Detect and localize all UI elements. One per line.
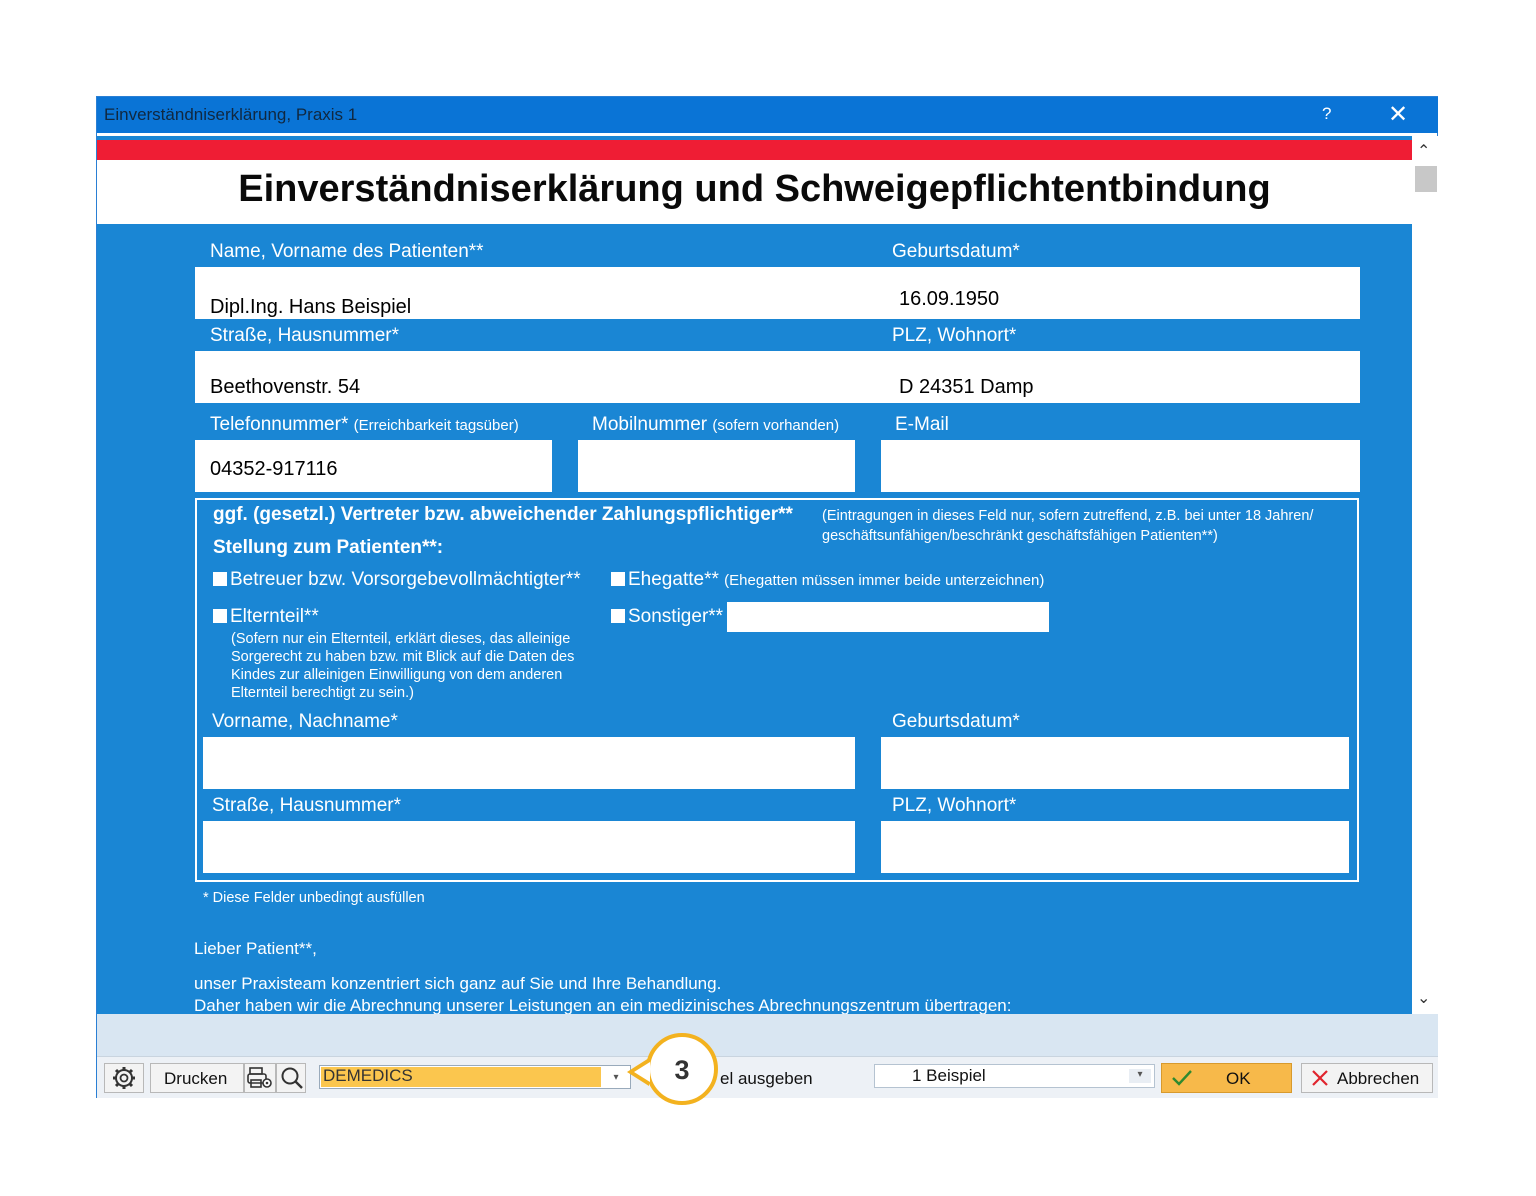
scroll-down-icon[interactable]: ⌄ <box>1417 990 1431 1007</box>
mobile-label-text: Mobilnummer <box>592 414 708 435</box>
preview-button[interactable] <box>276 1063 306 1093</box>
printer-settings-icon <box>246 1065 274 1091</box>
ehegatte-label-text: Ehegatte** <box>628 569 719 590</box>
form-header <box>97 160 1412 224</box>
rep-street-label: Straße, Hausnummer* <box>212 795 402 816</box>
salutation: Lieber Patient**, <box>194 939 317 958</box>
provider-dropdown[interactable] <box>319 1065 631 1089</box>
patient-name-label: Name, Vorname des Patienten** <box>210 241 484 262</box>
email-label: E-Mail <box>895 414 949 435</box>
phone-label <box>210 414 519 436</box>
patient-city-value: D 24351 Damp <box>899 376 1034 398</box>
callout-number: 3 <box>674 1055 690 1085</box>
form-content <box>97 136 1412 1014</box>
phone-value: 04352-917116 <box>210 458 338 480</box>
copies-dropdown[interactable] <box>874 1064 1155 1088</box>
checkmark-icon <box>1171 1068 1193 1088</box>
phone-label-text: Telefonnummer* <box>210 414 349 435</box>
patient-name-value: Dipl.Ing. Hans Beispiel <box>210 296 412 318</box>
print-button-label: Drucken <box>164 1069 228 1088</box>
representative-heading: ggf. (gesetzl.) Vertreter bzw. abweichender Zahlungspflichtiger** <box>213 504 793 525</box>
help-button[interactable]: ? <box>1322 104 1332 123</box>
patient-street-field[interactable] <box>195 351 955 403</box>
callout-pointer-inner <box>634 1062 650 1082</box>
settings-button[interactable] <box>104 1063 144 1093</box>
patient-birth-label: Geburtsdatum* <box>892 241 1020 262</box>
window-title: Einverständniserklärung, Praxis 1 <box>104 105 358 124</box>
scrollbar-thumb[interactable] <box>1415 166 1437 192</box>
sonstiger-field[interactable] <box>727 602 1049 632</box>
rep-city-label: PLZ, Wohnort* <box>892 795 1017 816</box>
rep-name-field[interactable] <box>203 737 855 789</box>
mobile-label <box>592 414 839 436</box>
elternteil-note-line1: (Sofern nur ein Elternteil, erklärt dieses, das alleinige <box>231 631 571 647</box>
patient-city-label: PLZ, Wohnort* <box>892 325 1017 346</box>
scroll-up-icon[interactable]: ⌃ <box>1417 143 1431 160</box>
patient-street-value: Beethovenstr. 54 <box>210 376 361 398</box>
cancel-button[interactable] <box>1301 1063 1433 1093</box>
ok-button[interactable] <box>1161 1063 1292 1093</box>
ehegatte-label <box>628 569 1044 591</box>
print-label-partial: el ausgeben <box>720 1069 813 1088</box>
phone-field[interactable] <box>195 440 552 492</box>
chevron-down-icon: ▾ <box>1129 1069 1151 1083</box>
elternteil-label: Elternteil** <box>230 606 319 627</box>
rep-birth-field[interactable] <box>881 737 1349 789</box>
betreuer-checkbox[interactable] <box>213 572 227 586</box>
patient-name-field[interactable] <box>195 267 955 319</box>
title-bar <box>97 97 1438 133</box>
printer-settings-button[interactable] <box>244 1063 276 1093</box>
rep-birth-label: Geburtsdatum* <box>892 711 1020 732</box>
red-header-band <box>97 140 1412 160</box>
body-line-2: Daher haben wir die Abrechnung unserer Leistungen an ein medizinisches Abrechnungszentrum übertragen: <box>194 996 1012 1014</box>
rep-city-field[interactable] <box>881 821 1349 873</box>
mobile-label-note: (sofern vorhanden) <box>712 417 840 434</box>
close-icon <box>1310 1068 1330 1088</box>
chevron-down-icon: ▾ <box>613 1072 619 1083</box>
elternteil-checkbox[interactable] <box>213 609 227 623</box>
sonstiger-label: Sonstiger** <box>628 606 724 627</box>
patient-birth-value: 16.09.1950 <box>899 288 1000 310</box>
ok-button-label: OK <box>1226 1069 1251 1088</box>
bottom-toolbar <box>97 1056 1438 1098</box>
betreuer-label: Betreuer bzw. Vorsorgebevollmächtigter** <box>230 569 581 590</box>
elternteil-note-line3: Kindes zur alleinigen Einwilligung von dem anderen <box>231 667 563 683</box>
elternteil-note-line2: Sorgerecht zu haben bzw. mit Blick auf die Daten des <box>231 649 575 665</box>
status-band <box>97 1014 1438 1056</box>
patient-city-field[interactable] <box>881 351 1360 403</box>
vertical-scrollbar[interactable] <box>1412 136 1438 1014</box>
form-heading: Einverständniserklärung und Schweigepflichtentbindung <box>238 168 1271 210</box>
close-button[interactable]: ✕ <box>1388 101 1409 128</box>
elternteil-note-line4: Elternteil berechtigt zu sein.) <box>231 685 414 701</box>
magnifier-icon <box>279 1065 305 1091</box>
body-line-1: unser Praxisteam konzentriert sich ganz auf Sie und Ihre Behandlung. <box>194 974 722 993</box>
cancel-button-label: Abbrechen <box>1337 1069 1420 1088</box>
provider-dropdown-value: DEMEDICS <box>323 1066 413 1085</box>
phone-label-note: (Erreichbarkeit tagsüber) <box>353 417 519 434</box>
print-button[interactable] <box>150 1063 244 1093</box>
representative-note-line1: (Eintragungen in dieses Feld nur, sofern zutreffend, z.B. bei unter 18 Jahren/ <box>822 508 1314 524</box>
patient-street-label: Straße, Hausnummer* <box>210 325 400 346</box>
email-field[interactable] <box>881 440 1360 492</box>
rep-name-label: Vorname, Nachname* <box>212 711 398 732</box>
representative-note-line2: geschäftsunfähigen/beschränkt geschäftsfähigen Patienten**) <box>822 528 1218 544</box>
callout-badge <box>646 1033 718 1105</box>
mobile-field[interactable] <box>578 440 855 492</box>
relation-label: Stellung zum Patienten**: <box>213 537 444 558</box>
footnote: * Diese Felder unbedingt ausfüllen <box>203 890 425 906</box>
ehegatte-checkbox[interactable] <box>611 572 625 586</box>
patient-birth-field[interactable] <box>881 267 1360 319</box>
gear-icon <box>111 1065 137 1091</box>
copies-dropdown-value: 1 Beispiel <box>912 1066 986 1085</box>
sonstiger-checkbox[interactable] <box>611 609 625 623</box>
rep-street-field[interactable] <box>203 821 855 873</box>
ehegatte-label-note: (Ehegatten müssen immer beide unterzeichnen) <box>724 572 1045 589</box>
